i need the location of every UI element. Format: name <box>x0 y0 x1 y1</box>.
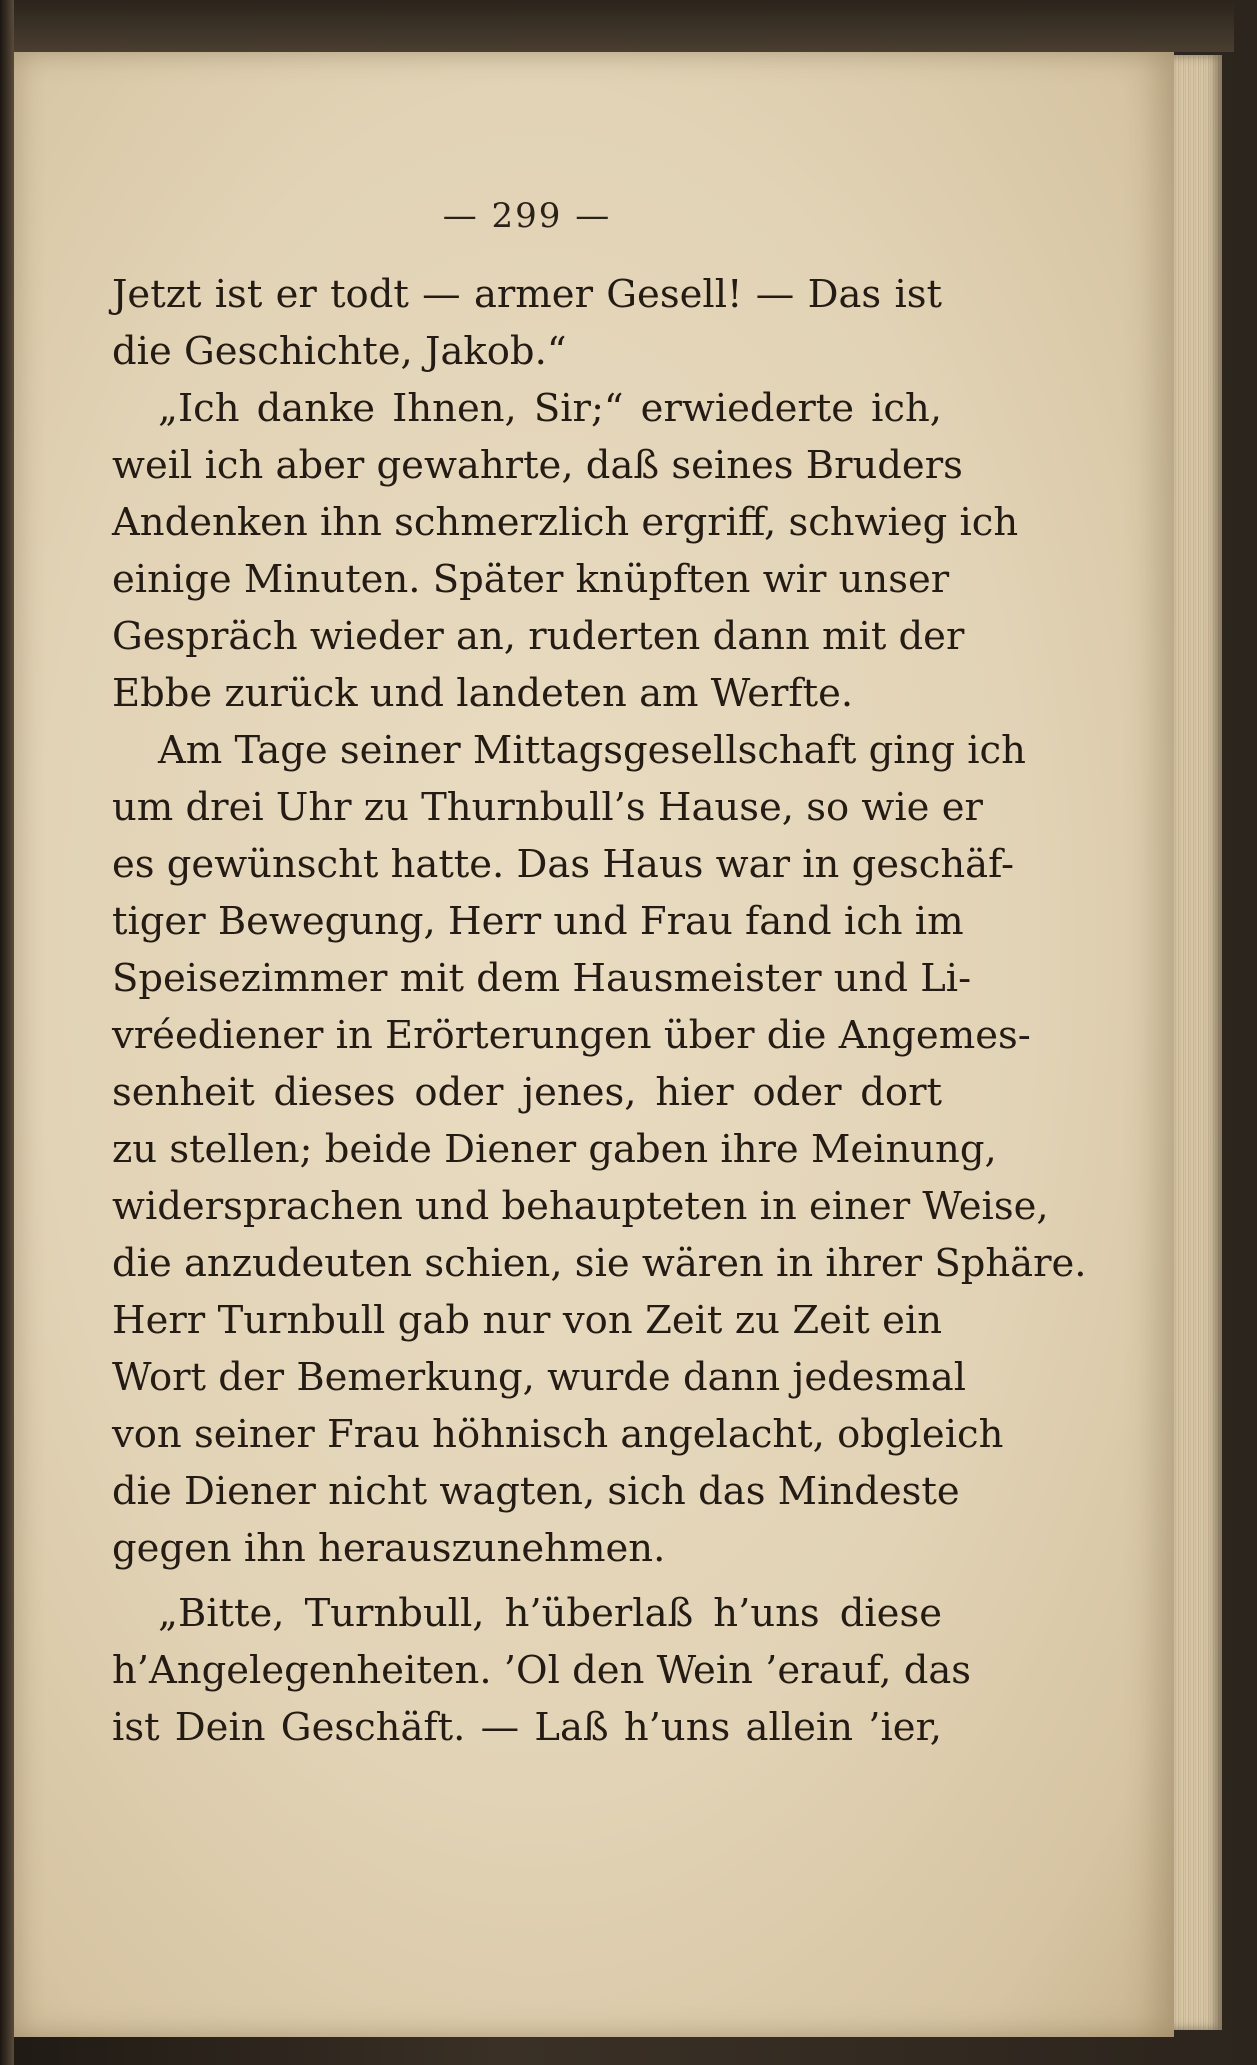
text-line: vréediener in Erörterungen über die Angemes- <box>112 1013 1031 1058</box>
text-line: einige Minuten. Später knüpften wir unser <box>112 557 950 602</box>
page-text <box>112 196 1087 1756</box>
text-line: die anzudeuten schien, sie wären in ihrer Sphäre. <box>112 1241 1087 1286</box>
text-line: weil ich aber gewahrte, daß seines Bruders <box>112 443 963 488</box>
text-line: ist Dein Geschäft. — Laß h’uns allein ’ier, <box>112 1705 942 1750</box>
text-line: zu stellen; beide Diener gaben ihre Meinung, <box>112 1127 997 1172</box>
text-line: von seiner Frau höhnisch angelacht, obgleich <box>112 1412 1004 1457</box>
text-line: gegen ihn herauszunehmen. <box>112 1526 666 1571</box>
paragraph-4 <box>112 1585 972 1756</box>
text-line: die Diener nicht wagten, sich das Mindeste <box>112 1469 960 1514</box>
text-line: es gewünscht hatte. Das Haus war in geschäf- <box>112 842 1014 887</box>
text-line: „Bitte, Turnbull, h’überlaß h’uns diese <box>158 1591 942 1636</box>
text-line: Gespräch wieder an, ruderten dann mit der <box>112 614 965 659</box>
text-line: Wort der Bemerkung, wurde dann jedesmal <box>112 1355 967 1400</box>
text-line: „Ich danke Ihnen, Sir;“ erwiederte ich, <box>158 386 942 431</box>
paragraph-1 <box>112 266 942 380</box>
text-line: Andenken ihn schmerzlich ergriff, schwieg ich <box>112 500 1019 545</box>
text-line: tiger Bewegung, Herr und Frau fand ich im <box>112 899 964 944</box>
paragraph-3 <box>112 722 1087 1577</box>
book-spine-edge <box>0 0 14 2065</box>
text-line: Jetzt ist er todt — armer Gesell! — Das ist <box>112 272 942 317</box>
text-line: Speisezimmer mit dem Hausmeister und Li- <box>112 956 972 1001</box>
paragraph-2 <box>112 380 1019 722</box>
text-line: Am Tage seiner Mittagsgesellschaft ging ich <box>158 728 1026 773</box>
text-line: h’Angelegenheiten. ’Ol den Wein ’erauf, das <box>112 1648 972 1693</box>
text-line: senheit dieses oder jenes, hier oder dort <box>112 1070 942 1115</box>
book-cover-top <box>14 0 1234 52</box>
page-number: — 299 — <box>442 196 612 236</box>
text-line: um drei Uhr zu Thurnbull’s Hause, so wie er <box>112 785 983 830</box>
page-edges <box>1174 55 1222 2030</box>
text-line: die Geschichte, Jakob.“ <box>112 329 567 374</box>
text-line: Herr Turnbull gab nur von Zeit zu Zeit ein <box>112 1298 942 1343</box>
text-line: Ebbe zurück und landeten am Werfte. <box>112 671 854 716</box>
text-line: widersprachen und behaupteten in einer Weise, <box>112 1184 1049 1229</box>
